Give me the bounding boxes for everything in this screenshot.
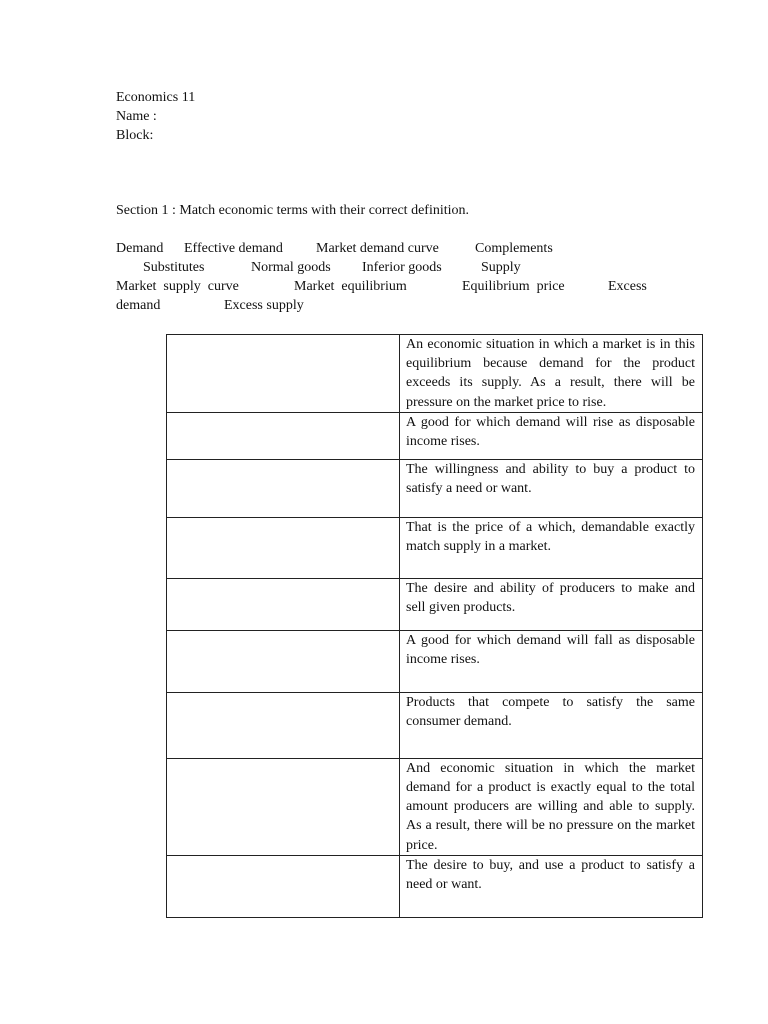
term-market-demand-curve: Market demand curve <box>316 241 439 256</box>
term-supply: Supply <box>481 260 521 275</box>
answer-cell[interactable] <box>167 459 400 517</box>
term-bank <box>116 239 652 315</box>
definition-text: Products that compete to satisfy the same consumer demand. <box>406 694 695 730</box>
table-row <box>167 517 703 578</box>
term-market-supply-curve: Market supply curve <box>116 279 239 294</box>
name-label: Name : <box>116 109 157 124</box>
term-demand: Demand <box>116 241 164 256</box>
definition-cell <box>400 578 703 630</box>
table-row <box>167 335 703 413</box>
definition-text: A good for which demand will fall as disposable income rises. <box>406 632 695 668</box>
answer-cell[interactable] <box>167 630 400 692</box>
table-row <box>167 412 703 459</box>
matching-table <box>166 334 703 918</box>
term-bank-line <box>116 296 652 315</box>
definition-cell <box>400 855 703 917</box>
term-complements: Complements <box>475 241 553 256</box>
answer-cell[interactable] <box>167 578 400 630</box>
term-bank-line <box>116 277 652 296</box>
table-row <box>167 459 703 517</box>
worksheet-header <box>116 88 195 145</box>
definition-cell <box>400 692 703 758</box>
answer-cell[interactable] <box>167 692 400 758</box>
section-title: Section 1 : Match economic terms with their correct definition. <box>116 203 470 218</box>
term-bank-line <box>116 239 652 258</box>
definition-text: That is the price of a which, demandable exactly match supply in a market. <box>406 519 695 555</box>
definition-cell <box>400 758 703 855</box>
term-inferior-goods: Inferior goods <box>362 260 442 275</box>
table-row <box>167 855 703 917</box>
course-title: Economics 11 <box>116 90 196 105</box>
definition-text: The willingness and ability to buy a product to satisfy a need or want. <box>406 461 695 497</box>
definition-cell <box>400 335 703 413</box>
term-normal-goods: Normal goods <box>251 260 331 275</box>
term-market-equilibrium: Market equilibrium <box>294 279 407 294</box>
definition-text: The desire to buy, and use a product to satisfy a need or want. <box>406 857 695 893</box>
term-substitutes: Substitutes <box>143 260 205 275</box>
table-row <box>167 758 703 855</box>
answer-cell[interactable] <box>167 412 400 459</box>
definition-text: A good for which demand will rise as disposable income rises. <box>406 414 695 450</box>
definition-text: An economic situation in which a market is in this equilibrium because demand for the product exceeds its supply. As a result, there will be pressure on the market price to rise. <box>406 337 695 410</box>
definition-cell <box>400 459 703 517</box>
term-excess-demand-part2: demand <box>116 298 161 313</box>
definition-text: The desire and ability of producers to make and sell given products. <box>406 580 695 616</box>
term-effective-demand: Effective demand <box>184 241 283 256</box>
definition-cell <box>400 630 703 692</box>
block-label: Block: <box>116 128 154 143</box>
term-equilibrium-price: Equilibrium price <box>462 279 565 294</box>
answer-cell[interactable] <box>167 517 400 578</box>
term-bank-line <box>116 258 652 277</box>
table-row <box>167 630 703 692</box>
table-row <box>167 692 703 758</box>
term-excess-demand-part1: Excess <box>608 279 647 294</box>
definition-cell <box>400 517 703 578</box>
answer-cell[interactable] <box>167 855 400 917</box>
definition-cell <box>400 412 703 459</box>
answer-cell[interactable] <box>167 335 400 413</box>
answer-cell[interactable] <box>167 758 400 855</box>
table-row <box>167 578 703 630</box>
term-excess-supply: Excess supply <box>224 298 304 313</box>
definition-text: And economic situation in which the market demand for a product is exactly equal to the total amount producers are willing and able to supply. As a result, there will be no pressure on the market price. <box>406 760 695 853</box>
